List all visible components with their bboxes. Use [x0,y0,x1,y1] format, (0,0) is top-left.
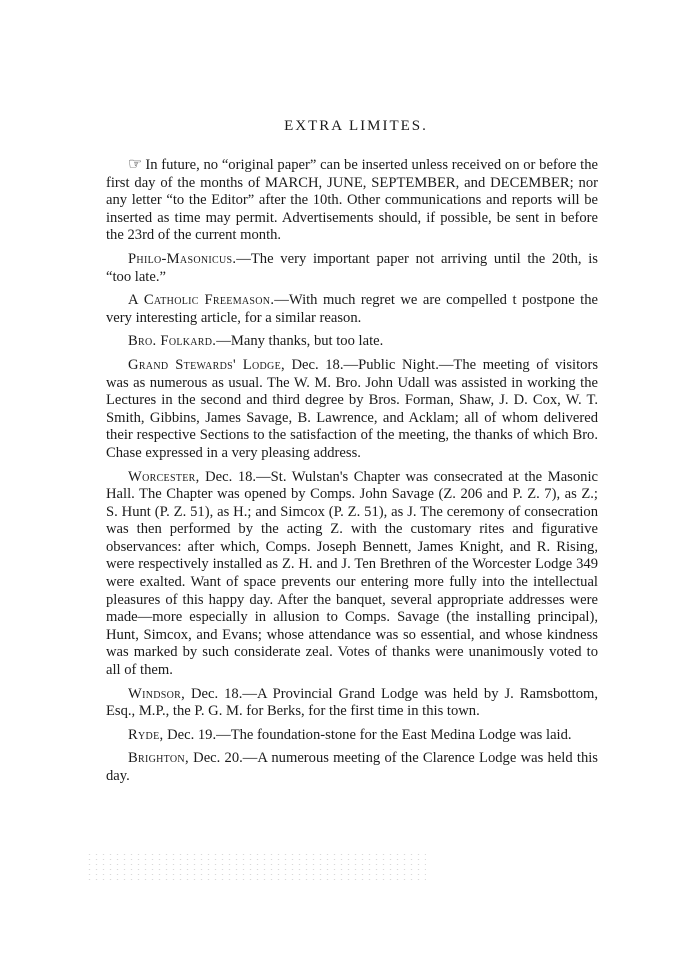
entry-text: Dec. 19.—The foundation-stone for the East Medina Lodge was laid. [163,726,572,743]
pointing-hand-icon: ☞ [128,156,143,173]
entry-lead: Grand Stewards' Lodge, [128,356,285,373]
entry-lead: Ryde, [128,726,164,743]
entry-text: —With much regret we are compelled t postpone the very interesting article, for a similar reason. [106,292,598,326]
entry-lead: Bro. Folkard. [128,333,217,350]
notice-paragraph [106,156,598,245]
page-heading: EXTRA LIMITES. [284,118,428,134]
entry-text: —The very important paper not arriving until the 20th, is “too late.” [106,250,598,285]
entry-lead: Brighton, [128,750,189,767]
entry-worcester [106,469,598,680]
entry-lead: Windsor, [128,685,186,702]
entry-philo-masonicus [106,251,598,286]
entry-catholic-freemason [106,292,598,327]
entry-bro-folkard [106,333,598,351]
entry-text: —Many thanks, but too late. [216,333,384,350]
entry-grand-stewards-lodge [106,357,598,463]
entry-text: Dec. 18.—Public Night.—The meeting of visitors was as numerous as usual. The W. M. Bro. John Udall was assisted in working the Lectures in the second and third degree by Bros. Forman, Shaw, J. D. Cox, W. T. Smith, Gibbins, James Savage, B. Lawrence, and Acklam; all of whom delivered their respective Sections to the satisfaction of the meeting, the thanks of which Bro. Chase expressed in a very pleasing address. [106,356,598,461]
notice-text: In future, no “original paper” can be inserted unless received on or before the first day of the months of MARCH, JUNE, SEPTEMBER, and DECEMBER; nor any letter “to the Editor” after the 10th. Other communications and reports will be inserted as time may permit. Advertisements should, if possible, be sent in before the 23rd of the current month. [106,157,598,244]
entry-text: Dec. 18.—St. Wulstan's Chapter was consecrated at the Masonic Hall. The Chapter was opened by Comps. John Savage (Z. 206 and P. Z. 7), as Z.; S. Hunt (P. Z. 51), as H.; and Simcox (P. Z. 51), as J. The ceremony of consecration was then performed by the acting Z. with the customary rites and figurative observances: after which, Comps. Joseph Bennett, James Knight, and R. Rising, were respectively installed as Z. H. and J. Ten Brethren of the Worcester Lodge 349 were exalted. Want of space prevents our entering more fully into the intellectual pleasures of this happy day. After the banquet, several appropriate addresses were made—more especially in allusion to Comps. Savage (the installing principal), Hunt, Simcox, and Evans; whose attendance was so essential, and whose kindness was marked by such considerate zeal. Votes of thanks were unanimously voted to all of them. [106,468,598,679]
entry-lead: Worcester, [128,468,200,485]
entry-lead: Philo-Masonicus. [128,250,237,267]
entry-text: Dec. 20.—A numerous meeting of the Clarence Lodge was held this day. [106,750,598,784]
entry-text: Dec. 18.—A Provincial Grand Lodge was held by J. Ramsbottom, Esq., M.P., the P. G. M. for Berks, for the first time in this town. [106,685,598,720]
entry-ryde [106,727,598,745]
bleed-through-texture [86,852,426,882]
entry-lead: A Catholic Freemason. [128,292,275,309]
entry-windsor [106,686,598,721]
entry-brighton [106,750,598,785]
